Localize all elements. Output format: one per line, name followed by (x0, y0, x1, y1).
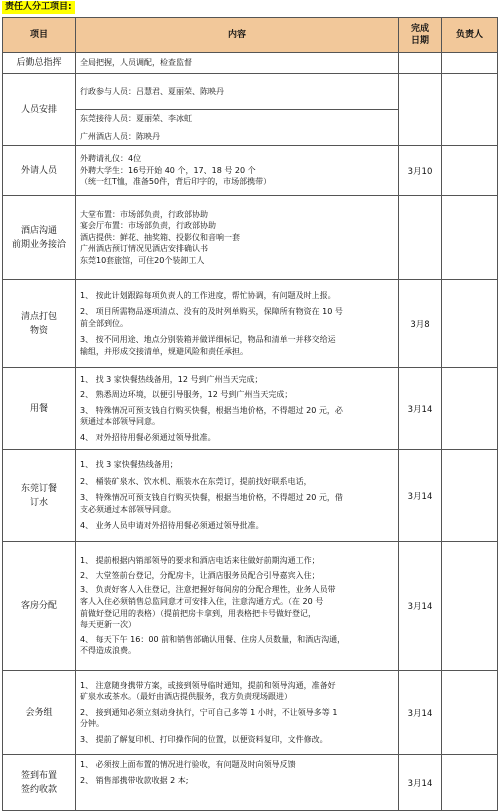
header-content: 内容 (76, 18, 399, 53)
row-content (76, 755, 399, 811)
content-line: 宴会厅布置：市场部负责，行政部协助 (80, 221, 216, 231)
content-line: 2、 接到通知必须立刻动身执行，宁可自己多等 1 小时，不让领导多等 1 (80, 707, 338, 717)
content-line: 全局把握，人员调配，检查监督 (80, 58, 192, 68)
content-line: 须通过本部领导同意。 (80, 417, 160, 427)
row-date: 3月10 (399, 146, 442, 196)
content-line: 1、 找 3 家快餐热线备用，12 号到广州当天完成； (80, 374, 263, 384)
content-line: 外聘请礼仪：4位 (80, 154, 142, 164)
row-content (76, 450, 399, 542)
row-date: 3月14 (399, 671, 442, 755)
row-content (76, 110, 399, 146)
table-row (3, 53, 498, 74)
row-date: 3月14 (399, 755, 442, 811)
table-row (3, 74, 498, 110)
row-date: 3月14 (399, 368, 442, 450)
row-owner (442, 53, 498, 74)
row-content (76, 74, 399, 110)
row-category: 东莞订餐 订水 (3, 450, 76, 542)
content-line: 2、 销售部携带收款收据 2 本; (80, 775, 189, 785)
content-line: 2、 熟悉周边环境，以便引导服务，12 号到广州当天完成； (80, 390, 293, 400)
content-line: 1、 必须按上面布置的情况进行验收，有问题及时向领导反馈 (80, 760, 296, 769)
row-date (399, 196, 442, 280)
content-line: 前全部到位。 (80, 318, 128, 328)
table-row (3, 542, 498, 671)
row-category: 会务组 (3, 671, 76, 755)
row-content (76, 671, 399, 755)
row-content (76, 368, 399, 450)
content-line: 广州酒店人员：陈映丹 (80, 131, 160, 141)
row-category: 人员安排 (3, 74, 76, 146)
row-category: 外请人员 (3, 146, 76, 196)
header-item: 项目 (3, 18, 76, 53)
row-category: 清点打包 物资 (3, 280, 76, 368)
row-category: 签到布置 签约收款 (3, 755, 76, 811)
row-content (76, 196, 399, 280)
content-line: 1、 按此计划跟踪每项负责人的工作进度，帮忙协调，有问题及时上报。 (80, 290, 336, 300)
content-line: 2、 项目所需物品逐项清点、没有的及时列单购买，保障所有物资在 10 号 (80, 307, 343, 317)
row-category: 客房分配 (3, 542, 76, 671)
table-row (3, 450, 498, 542)
row-owner (442, 368, 498, 450)
content-line: 1、 注意随身携带方案，或接到领导临时通知，提前和领导沟通，准备好 (80, 680, 336, 690)
table-row (3, 671, 498, 755)
row-owner (442, 542, 498, 671)
row-owner (442, 196, 498, 280)
table-row (3, 196, 498, 280)
content-line: 1、 找 3 家快餐热线备用； (80, 460, 178, 470)
row-owner (442, 671, 498, 755)
page-title: 责任人分工项目: (2, 1, 75, 14)
row-date (399, 74, 442, 146)
content-line: 酒店提供：鲜花、抽奖箱、投影仪和音响一套 (80, 232, 240, 242)
content-line: 每天更新一次） (80, 620, 136, 630)
content-line: 1、 提前根据内销部领导的要求和酒店电话来往做好前期沟通工作； (80, 556, 320, 566)
row-content (76, 542, 399, 671)
content-line: 4、 业务人员申请对外招待用餐必须通过领导批准。 (80, 521, 264, 531)
content-line: 4、 对外招待用餐必须通过领导批准。 (80, 432, 216, 442)
content-line: 矿泉水或茶水。（最好由酒店提供服务，我方负责现场跟进） (80, 692, 292, 702)
header-date: 完成 日期 (399, 18, 442, 53)
content-line: 2、 桶装矿泉水、饮水机、瓶装水在东莞订，提前找好联系电话， (80, 476, 312, 486)
header-owner: 负责人 (442, 18, 498, 53)
content-line: 4、 每天下午 16：00 前和销售部确认用餐、住房人员数量，和酒店沟通， (80, 634, 346, 644)
content-line: 东莞接待人员：夏丽荣、李冰虹 (80, 113, 192, 123)
content-line: 支必须通过本部领导同意。 (80, 504, 176, 514)
content-line: 外聘大学生：16号开始 40 个，17、18 号 20 个 (80, 165, 256, 175)
row-date (399, 53, 442, 74)
row-date: 3月14 (399, 450, 442, 542)
row-owner (442, 450, 498, 542)
row-content (76, 146, 399, 196)
table-row (3, 280, 498, 368)
row-owner (442, 146, 498, 196)
content-line: 3、 提前了解复印机、打印操作间的位置，以便资料复印，文件修改。 (80, 734, 328, 744)
content-line: 3、 按不同用途、地点分别装箱并做详细标记，物品和清单一并移交给运 (80, 335, 336, 345)
row-date: 3月14 (399, 542, 442, 671)
content-line: 3、 特殊情况可预支钱自行购买快餐，根据当地价格，不得超过 20 元，必 (80, 405, 343, 415)
table-row (3, 146, 498, 196)
content-line: 3、 负责好客人入住登记，注意把握好每间房的分配合理性，业务人员带 (80, 585, 336, 595)
content-line: 广州酒店预订情况见酒店安排确认书 (80, 244, 208, 254)
row-owner (442, 755, 498, 811)
content-line: 不得造成浪费。 (80, 646, 136, 656)
table-header-row (3, 18, 498, 53)
content-line: 3、 特殊情况可预支钱自行购买快餐，根据当地价格，不得超过 20 元，借 (80, 493, 343, 503)
row-content (76, 53, 399, 74)
row-content (76, 280, 399, 368)
content-line: 输组，并形成交接清单，规避风险和责任承担。 (80, 346, 248, 356)
content-line: （统一红T恤，准备50件，背后印字的，市场部携带） (80, 177, 272, 187)
content-line: 前做好登记用的表格）（提前把房卡拿到，用表格把卡号做好登记， (80, 608, 316, 618)
row-owner (442, 280, 498, 368)
row-category: 后勤总指挥 (3, 53, 76, 74)
row-category: 用餐 (3, 368, 76, 450)
content-line: 东莞10套旅馆，可住20个装卸工人 (80, 255, 205, 265)
table-row (3, 755, 498, 811)
content-line: 2、 大堂签前台登记，分配房卡，让酒店服务员配合引导嘉宾入住； (80, 570, 320, 580)
content-line: 行政参与人员：吕慧君、夏丽荣、陈映丹 (80, 86, 224, 96)
row-category: 酒店沟通 前期业务接洽 (3, 196, 76, 280)
row-owner (442, 74, 498, 146)
content-line: 大堂布置：市场部负责，行政部协助 (80, 209, 208, 219)
responsibility-table (2, 17, 498, 811)
content-line: 分钟。 (80, 719, 104, 729)
table-row (3, 368, 498, 450)
row-date: 3月8 (399, 280, 442, 368)
content-line: 客人入住必须销售总监同意才可安排入住，注意沟通方式。（在 20 号 (80, 596, 324, 606)
